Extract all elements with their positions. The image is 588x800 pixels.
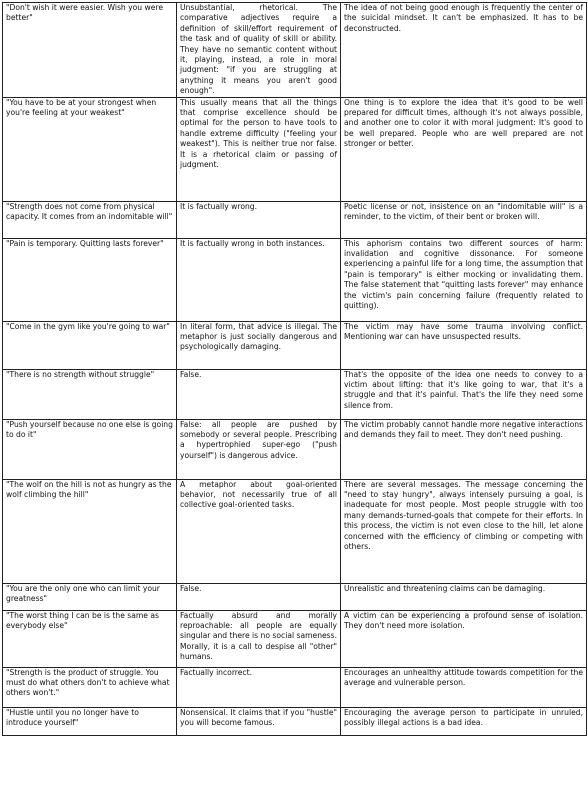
table-row	[3, 610, 587, 667]
table-row	[3, 667, 587, 707]
critique-cell: A metaphor about goal-oriented behavior, not necessarily true of all collective goal-oriented tasks.	[177, 479, 341, 583]
quote-cell: "Strength is the product of struggle. You must do what others don't to achieve what others won't."	[3, 667, 177, 707]
quote-cell: "There is no strength without struggle"	[3, 369, 177, 419]
table-row	[3, 3, 587, 98]
table-row	[3, 321, 587, 369]
harm-cell: The victim may have some trauma involving conflict. Mentioning war can have unsuspected results.	[341, 321, 587, 369]
harm-cell: Encouraging the average person to participate in unruled, possibly illegal actions is a bad idea.	[341, 707, 587, 735]
quotes-table	[2, 2, 587, 736]
quote-cell: "Don't wish it were easier. Wish you were better"	[3, 3, 177, 98]
quote-cell: "The wolf on the hill is not as hungry as the wolf climbing the hill"	[3, 479, 177, 583]
critique-cell: Factually incorrect.	[177, 667, 341, 707]
table-row	[3, 583, 587, 610]
harm-cell: There are several messages. The message concerning the "need to stay hungry", always intensely pursuing a goal, is inadequate for most people. Most people struggle with too many demands-turned-goals that compete for their efforts. In this process, the victim is not even close to the hill, let alone concerned with the efficiency of climbing or competing with others.	[341, 479, 587, 583]
harm-cell: Encourages an unhealthy attitude towards competition for the average and vulnerable person.	[341, 667, 587, 707]
table-row	[3, 97, 587, 201]
harm-cell: A victim can be experiencing a profound sense of isolation. They don't need more isolation.	[341, 610, 587, 667]
harm-cell: This aphorism contains two different sources of harm: invalidation and cognitive dissonance. For someone experiencing a painful life for a long time, the assumption that "pain is temporary" is either mocking or invalidating them. The false statement that "quitting lasts forever" may enhance the victim's pain concerning failure (frequently related to quitting).	[341, 238, 587, 321]
quote-cell: "Hustle until you no longer have to introduce yourself"	[3, 707, 177, 735]
critique-cell: It is factually wrong in both instances.	[177, 238, 341, 321]
harm-cell: Unrealistic and threatening claims can be damaging.	[341, 583, 587, 610]
critique-cell: Nonsensical. It claims that if you "hustle" you will become famous.	[177, 707, 341, 735]
table-row	[3, 419, 587, 479]
critique-cell: False.	[177, 369, 341, 419]
critique-cell: False.	[177, 583, 341, 610]
table-row	[3, 369, 587, 419]
quote-cell: "You have to be at your strongest when you're feeling at your weakest"	[3, 97, 177, 201]
quote-cell: "The worst thing I can be is the same as everybody else"	[3, 610, 177, 667]
harm-cell: Poetic license or not, insistence on an "indomitable will" is a reminder, to the victim, of their bent or broken will.	[341, 201, 587, 238]
critique-cell: It is factually wrong.	[177, 201, 341, 238]
quote-cell: "Push yourself because no one else is going to do it"	[3, 419, 177, 479]
harm-cell: The idea of not being good enough is frequently the center of the suicidal mindset. It can't be emphasized. It has to be deconstructed.	[341, 3, 587, 98]
table-row	[3, 707, 587, 735]
critique-cell: This usually means that all the things that comprise excellence should be optimal for the person to have tools to handle extreme difficulty ("feeling your weakest"). This is neither true nor false. It is a rhetorical claim or passing of judgment.	[177, 97, 341, 201]
table-body	[3, 3, 587, 736]
harm-cell: The victim probably cannot handle more negative interactions and demands they fail to meet. They don't need pushing.	[341, 419, 587, 479]
quote-cell: "Come in the gym like you're going to war"	[3, 321, 177, 369]
harm-cell: That's the opposite of the idea one needs to convey to a victim about lifting: that it's like going to war, that it's a struggle and that it's painful. That's the life they need some silence from.	[341, 369, 587, 419]
critique-cell: Factually absurd and morally reproachable: all people are equally singular and there is no social sameness. Morally, it is a call to despise all "other" humans.	[177, 610, 341, 667]
table-row	[3, 479, 587, 583]
quote-cell: "Pain is temporary. Quitting lasts forever"	[3, 238, 177, 321]
critique-cell: False: all people are pushed by somebody or several people. Prescribing a hypertrophied super-ego ("push yourself") is dangerous advice.	[177, 419, 341, 479]
critique-cell: Unsubstantial, rhetorical. The comparative adjectives require a definition of skill/effort requirement of the task and of quality of skill or ability. They have no semantic content without it, playing, instead, a role in moral judgment: "if you are struggling at anything it means you aren't good enough".	[177, 3, 341, 98]
harm-cell: One thing is to explore the idea that it's good to be well prepared for difficult times, although it's not always possible, and another one to color it with moral judgment: It's good to be well prepared. People who are well prepared are not stronger or better.	[341, 97, 587, 201]
quote-cell: "You are the only one who can limit your greatness"	[3, 583, 177, 610]
critique-cell: In literal form, that advice is illegal. The metaphor is just socially dangerous and psychologically damaging.	[177, 321, 341, 369]
table-row	[3, 238, 587, 321]
table-row	[3, 201, 587, 238]
quote-cell: "Strength does not come from physical capacity. It comes from an indomitable will"	[3, 201, 177, 238]
